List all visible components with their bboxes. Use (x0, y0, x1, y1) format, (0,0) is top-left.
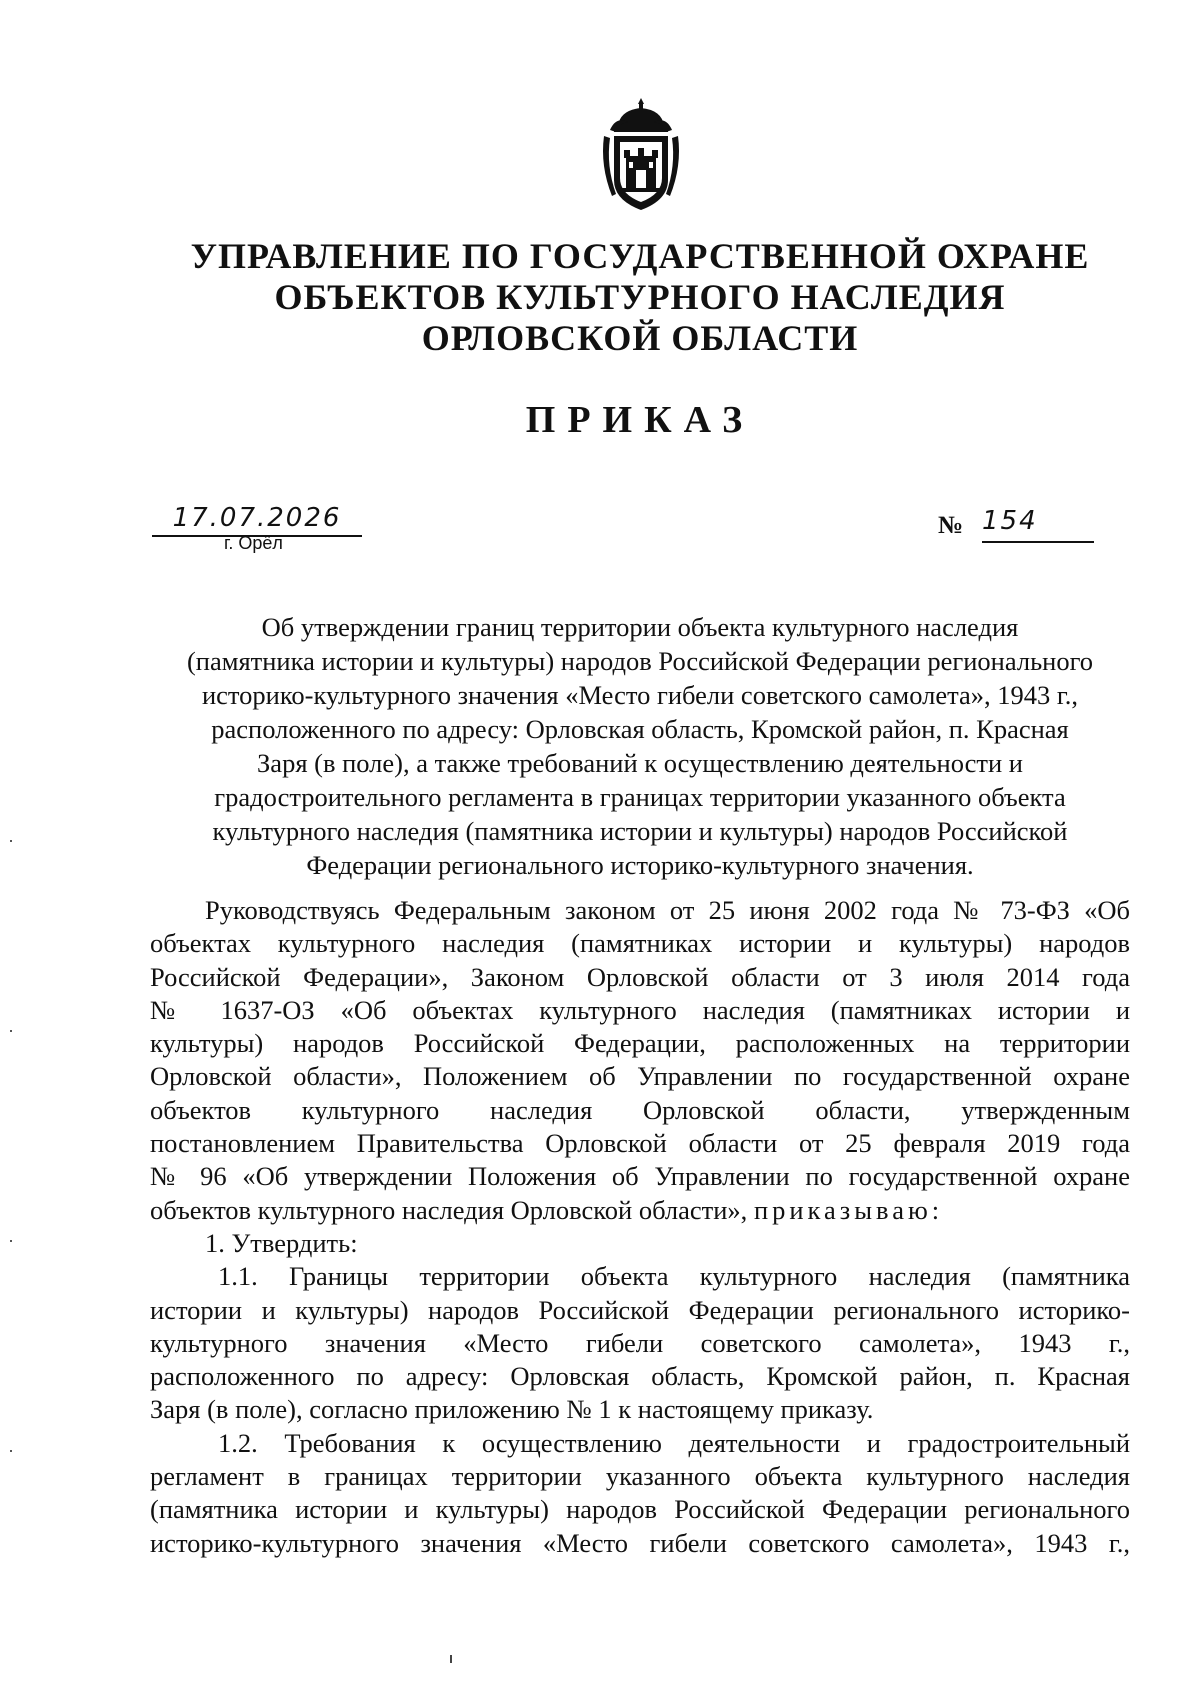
organization-title-line: ОРЛОВСКОЙ ОБЛАСТИ (421, 318, 859, 358)
orel-oblast-coat-of-arms-icon (598, 96, 684, 216)
scan-artifact (10, 1240, 12, 1242)
item-1-2-line: историко-культурного значения «Место гибели советского самолета», 1943 г., (150, 1527, 1130, 1558)
preamble-last-line (150, 1194, 1130, 1227)
preamble-line: № 96 «Об утверждении Положения об Управлении по государственной охране (150, 1161, 1130, 1192)
item-1-1-line: 1.1. Границы территории объекта культурного наследия (памятника (218, 1261, 1130, 1292)
document-type-heading: ПРИКАЗ (525, 399, 755, 441)
item-1-2-line: регламент в границах территории указанного объекта культурного наследия (150, 1461, 1130, 1492)
subject-line: Об утверждении границ территории объекта культурного наследия (261, 612, 1019, 642)
handwritten-order-number: 154 (982, 506, 1038, 536)
order-body (150, 894, 1130, 1560)
item-1-2-line: (памятника истории и культуры) народов Российской Федерации регионального (150, 1494, 1130, 1525)
order-subject (150, 610, 1130, 882)
handwritten-date: 17.07.2026 (172, 503, 342, 533)
scan-artifact (10, 1450, 12, 1452)
preamble-line: Российской Федерации», Законом Орловской области от 3 июля 2014 года (150, 961, 1130, 992)
subject-line: Заря (в поле), а также требований к осуществлению деятельности и (257, 748, 1023, 778)
item-1-1-line: истории и культуры) народов Российской Федерации регионального историко- (150, 1294, 1130, 1325)
preamble-line: постановлением Правительства Орловской области от 25 февраля 2019 года (150, 1128, 1130, 1159)
preamble-line: объектов культурного наследия Орловской области, утвержденным (150, 1094, 1130, 1125)
city-label: г. Орёл (224, 533, 283, 553)
scan-artifact (450, 1655, 452, 1663)
item-1-2-line: 1.2. Требования к осуществлению деятельности и градостроительный (218, 1427, 1130, 1458)
number-sign: № (938, 512, 964, 539)
organization-title-line: ОБЪЕКТОВ КУЛЬТУРНОГО НАСЛЕДИЯ (274, 277, 1006, 317)
scan-artifact (10, 1030, 12, 1032)
preamble-line: Руководствуясь Федеральным законом от 25 июня 2002 года № 73-ФЗ «Об (205, 895, 1130, 925)
organization-title-line: УПРАВЛЕНИЕ ПО ГОСУДАРСТВЕННОЙ ОХРАНЕ (190, 236, 1090, 276)
subject-line: Федерации регионального историко-культурного значения. (306, 850, 974, 880)
preamble-line: объектах культурного наследия (памятниках истории и культуры) народов (150, 928, 1130, 959)
item-1-1-line: культурного значения «Место гибели советского самолета», 1943 г., (150, 1327, 1130, 1358)
subject-line: (памятника истории и культуры) народов Российской Федерации регионального (186, 646, 1094, 676)
subject-line: культурного наследия (памятника истории и культуры) народов Российской (212, 816, 1068, 846)
subject-line: градостроительного регламента в границах территории указанного объекта (214, 782, 1066, 812)
subject-line: историко-культурного значения «Место гибели советского самолета», 1943 г., (201, 680, 1079, 710)
item-1: 1. Утвердить: (205, 1227, 358, 1258)
item-1-1-line: Заря (в поле), согласно приложению № 1 к настоящему приказу. (150, 1394, 874, 1425)
date-block (152, 503, 362, 537)
subject-line: расположенного по адресу: Орловская область, Кромской район, п. Красная (211, 714, 1069, 744)
order-number-block (938, 506, 1098, 548)
order-word: приказываю: (753, 1194, 944, 1225)
number-underline (982, 541, 1094, 543)
preamble-line-text: объектов культурного наследия Орловской области», (150, 1194, 748, 1225)
item-1-1-line: расположенного по адресу: Орловская область, Кромской район, п. Красная (150, 1361, 1130, 1392)
preamble-line: № 1637-ОЗ «Об объектах культурного наследия (памятниках истории и (150, 994, 1130, 1025)
scan-artifact (10, 840, 12, 842)
organization-title (150, 236, 1130, 359)
preamble-line: культуры) народов Российской Федерации, расположенных на территории (150, 1028, 1130, 1059)
preamble-line: Орловской области», Положением об Управлении по государственной охране (150, 1061, 1130, 1092)
